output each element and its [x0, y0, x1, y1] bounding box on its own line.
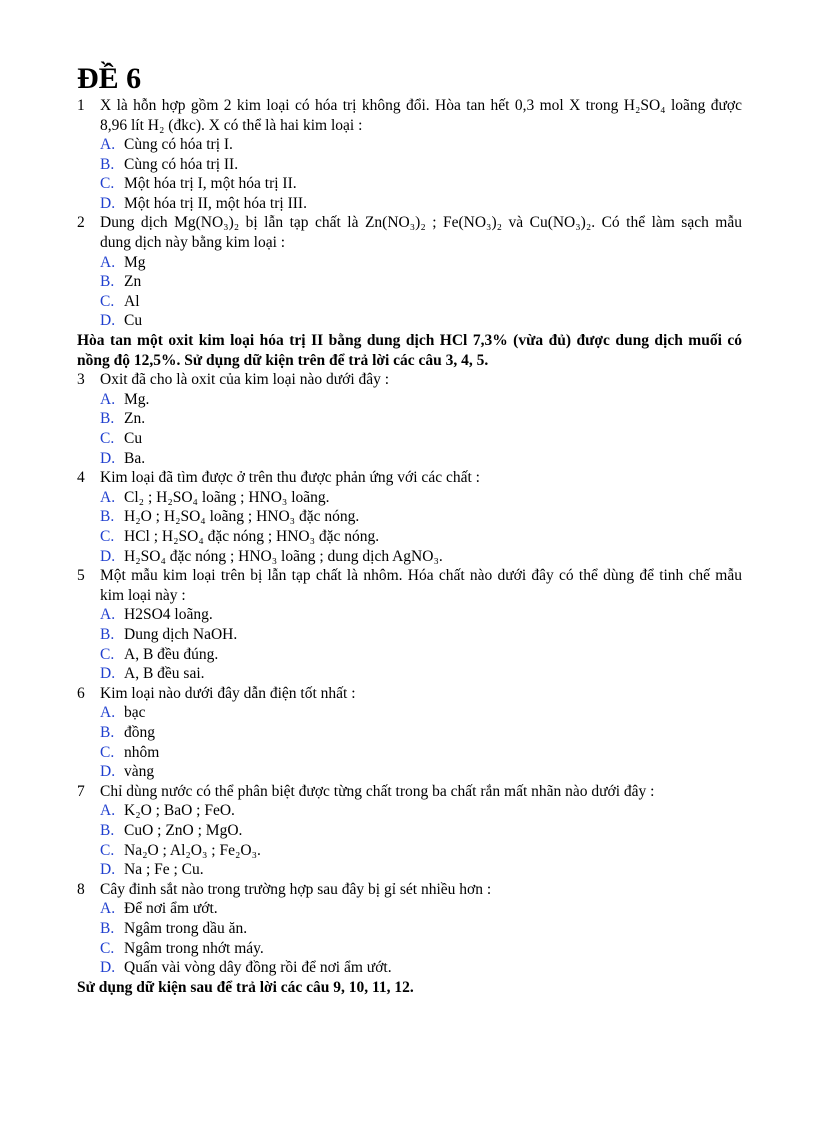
option-text: Ngâm trong nhớt máy.: [124, 939, 264, 957]
option-text: H₂O ; H₂SO₄ loãng ; HNO₃ đặc nóng.: [124, 508, 360, 526]
question-4-text: [100, 468, 742, 488]
question-4-line-1: Kim loại đã tìm được ở trên thu được phản ứng với các chất :: [100, 469, 480, 487]
option-label: D.: [100, 665, 116, 683]
question-2-line-2: dung dịch này bằng kim loại :: [100, 233, 286, 251]
question-3-line-1: Oxit đã cho là oxit của kim loại nào dưới đây :: [100, 371, 390, 389]
question-5-line-2: kim loại này :: [100, 586, 186, 604]
option-label: B.: [100, 155, 115, 173]
option-text: CuO ; ZnO ; MgO.: [124, 822, 243, 839]
question-3-option-b[interactable]: [100, 409, 145, 428]
exam-title: ĐỀ 6: [77, 62, 142, 95]
option-label: D.: [100, 449, 116, 467]
context-1-line-1: Hòa tan một oxit kim loại hóa trị II bằng dung dịch HCl 7,3% (vừa đủ) được dung dịch muối có: [77, 332, 742, 349]
option-text: vàng: [124, 763, 155, 781]
question-7-option-c[interactable]: [100, 841, 261, 860]
option-label: A.: [100, 390, 116, 408]
option-text: HCl ; H₂SO₄ đặc nóng ; HNO₃ đặc nóng.: [124, 528, 380, 545]
question-3-option-c[interactable]: [100, 429, 142, 448]
question-2-text: [100, 213, 742, 252]
option-label: B.: [100, 822, 115, 839]
option-text: Zn: [124, 273, 142, 291]
question-8-text: [100, 880, 742, 900]
option-text: Al: [124, 292, 140, 310]
option-text: Na₂O ; Al₂O₃ ; Fe₂O₃.: [124, 841, 261, 859]
question-1-option-a[interactable]: [100, 135, 233, 154]
question-6-text: [100, 684, 742, 704]
option-text: Mg.: [124, 390, 150, 408]
question-7-option-d[interactable]: [100, 860, 204, 879]
question-7-line-1: Chỉ dùng nước có thể phân biệt được từng chất trong ba chất rắn mất nhãn nào dưới đây :: [100, 782, 655, 800]
option-label: C.: [100, 175, 115, 193]
question-1-option-b[interactable]: [100, 155, 238, 174]
question-7-option-a[interactable]: [100, 801, 235, 820]
option-text: Cu: [124, 312, 143, 330]
question-4-option-c[interactable]: [100, 527, 379, 546]
question-5-option-b[interactable]: [100, 625, 237, 644]
context-block-2: [77, 978, 742, 998]
question-1-option-d[interactable]: [100, 194, 307, 213]
option-text: bạc: [124, 704, 146, 722]
question-7-text: [100, 782, 742, 802]
option-text: K₂O ; BaO ; FeO.: [124, 802, 235, 820]
question-4-option-b[interactable]: [100, 507, 359, 526]
question-7-number: 7: [77, 782, 85, 800]
question-6-option-b[interactable]: [100, 723, 155, 742]
option-label: C.: [100, 528, 115, 545]
option-label: D.: [100, 312, 116, 330]
option-label: A.: [100, 253, 116, 271]
option-text: Ngâm trong dầu ăn.: [124, 920, 248, 937]
option-text: Quấn vài vòng dây đồng rồi để nơi ẩm ướt.: [124, 959, 392, 977]
question-3-text: [100, 370, 742, 390]
question-1-text: [100, 96, 742, 135]
question-8-option-c[interactable]: [100, 939, 264, 958]
option-text: Ba.: [124, 449, 146, 467]
option-text: Na ; Fe ; Cu.: [124, 861, 204, 879]
option-text: A, B đều sai.: [124, 665, 205, 683]
option-label: B.: [100, 724, 115, 741]
option-label: B.: [100, 273, 115, 291]
question-8-option-a[interactable]: [100, 899, 218, 918]
option-text: Để nơi ẩm ướt.: [124, 900, 218, 918]
question-2-option-a[interactable]: [100, 253, 146, 272]
question-6-number: 6: [77, 684, 85, 702]
context-block-1: [77, 331, 742, 370]
context-2-line-1: Sử dụng dữ kiện sau để trả lời các câu 9, 10, 11, 12.: [77, 978, 414, 996]
question-2-option-b[interactable]: [100, 272, 141, 291]
question-6-line-1: Kim loại nào dưới đây dẫn điện tốt nhất :: [100, 684, 356, 702]
question-8-option-d[interactable]: [100, 958, 392, 977]
option-label: B.: [100, 410, 115, 428]
option-label: A.: [100, 802, 116, 820]
question-5-option-a[interactable]: [100, 605, 213, 624]
option-label: B.: [100, 920, 115, 937]
option-label: A.: [100, 606, 116, 624]
option-text: Cl₂ ; H₂SO₄ loãng ; HNO₃ loãng.: [124, 488, 330, 506]
option-label: C.: [100, 430, 115, 447]
option-text: Cùng có hóa trị I.: [124, 136, 233, 153]
question-1-option-c[interactable]: [100, 174, 297, 193]
question-2-number: 2: [77, 214, 85, 232]
question-5-option-c[interactable]: [100, 645, 218, 664]
question-3-option-a[interactable]: [100, 390, 149, 409]
option-label: A.: [100, 900, 116, 918]
question-5-number: 5: [77, 567, 85, 585]
option-text: nhôm: [124, 743, 160, 761]
question-5-option-d[interactable]: [100, 664, 205, 683]
question-3-option-d[interactable]: [100, 449, 145, 468]
question-6-option-d[interactable]: [100, 762, 154, 781]
option-label: B.: [100, 508, 115, 526]
option-text: Một hóa trị I, một hóa trị II.: [124, 175, 297, 193]
option-label: B.: [100, 626, 115, 643]
context-1-line-2: nồng độ 12,5%. Sử dụng dữ kiện trên để trả lời các câu 3, 4, 5.: [77, 351, 489, 369]
option-label: C.: [100, 292, 115, 310]
option-text: H₂SO₄ đặc nóng ; HNO₃ loãng ; dung dịch AgNO₃.: [124, 547, 443, 565]
option-text: Zn.: [124, 410, 146, 428]
question-4-number: 4: [77, 469, 85, 487]
question-6-option-a[interactable]: [100, 703, 146, 722]
option-label: C.: [100, 743, 115, 761]
question-8-option-b[interactable]: [100, 919, 247, 938]
option-label: A.: [100, 136, 116, 153]
question-1-line-2: 8,96 lít H₂ (đkc). X có thể là hai kim loại :: [100, 116, 363, 134]
option-label: D.: [100, 194, 116, 212]
question-8-line-1: Cây đinh sắt nào trong trường hợp sau đây bị gỉ sét nhiều hơn :: [100, 880, 492, 898]
option-text: Cu: [124, 430, 143, 447]
option-text: A, B đều đúng.: [124, 645, 219, 663]
question-4-option-a[interactable]: [100, 488, 330, 507]
option-label: D.: [100, 861, 116, 879]
question-2-option-d[interactable]: [100, 311, 142, 330]
question-6-option-c[interactable]: [100, 743, 159, 762]
question-1-line-1: X là hỗn hợp gồm 2 kim loại có hóa trị không đổi. Hòa tan hết 0,3 mol X trong H₂SO₄ loãng được: [100, 97, 742, 114]
question-5-text: [100, 566, 742, 605]
option-label: A.: [100, 488, 116, 506]
option-label: C.: [100, 645, 115, 663]
question-1-number: 1: [77, 97, 85, 114]
option-text: đồng: [124, 724, 155, 741]
option-text: Cùng có hóa trị II.: [124, 155, 239, 173]
option-label: A.: [100, 704, 116, 722]
option-label: D.: [100, 959, 116, 977]
question-5-line-1: Một mẫu kim loại trên bị lẫn tạp chất là nhôm. Hóa chất nào dưới đây có thể dùng để tinh chế mẫu: [100, 567, 742, 585]
option-label: D.: [100, 547, 116, 565]
option-label: D.: [100, 763, 116, 781]
option-text: Mg: [124, 253, 146, 271]
option-label: C.: [100, 841, 115, 859]
option-label: C.: [100, 939, 115, 957]
question-2-option-c[interactable]: [100, 292, 140, 311]
option-text: Một hóa trị II, một hóa trị III.: [124, 194, 307, 212]
option-text: Dung dịch NaOH.: [124, 626, 238, 643]
question-3-number: 3: [77, 371, 85, 389]
question-8-number: 8: [77, 880, 85, 898]
question-4-option-d[interactable]: [100, 547, 443, 566]
question-7-option-b[interactable]: [100, 821, 242, 840]
question-2-line-1: Dung dịch Mg(NO₃)₂ bị lẫn tạp chất là Zn(NO₃)₂ ; Fe(NO₃)₂ và Cu(NO₃)₂. Có thể làm sạch mẫu: [100, 214, 742, 232]
option-text: H2SO4 loãng.: [124, 606, 213, 624]
